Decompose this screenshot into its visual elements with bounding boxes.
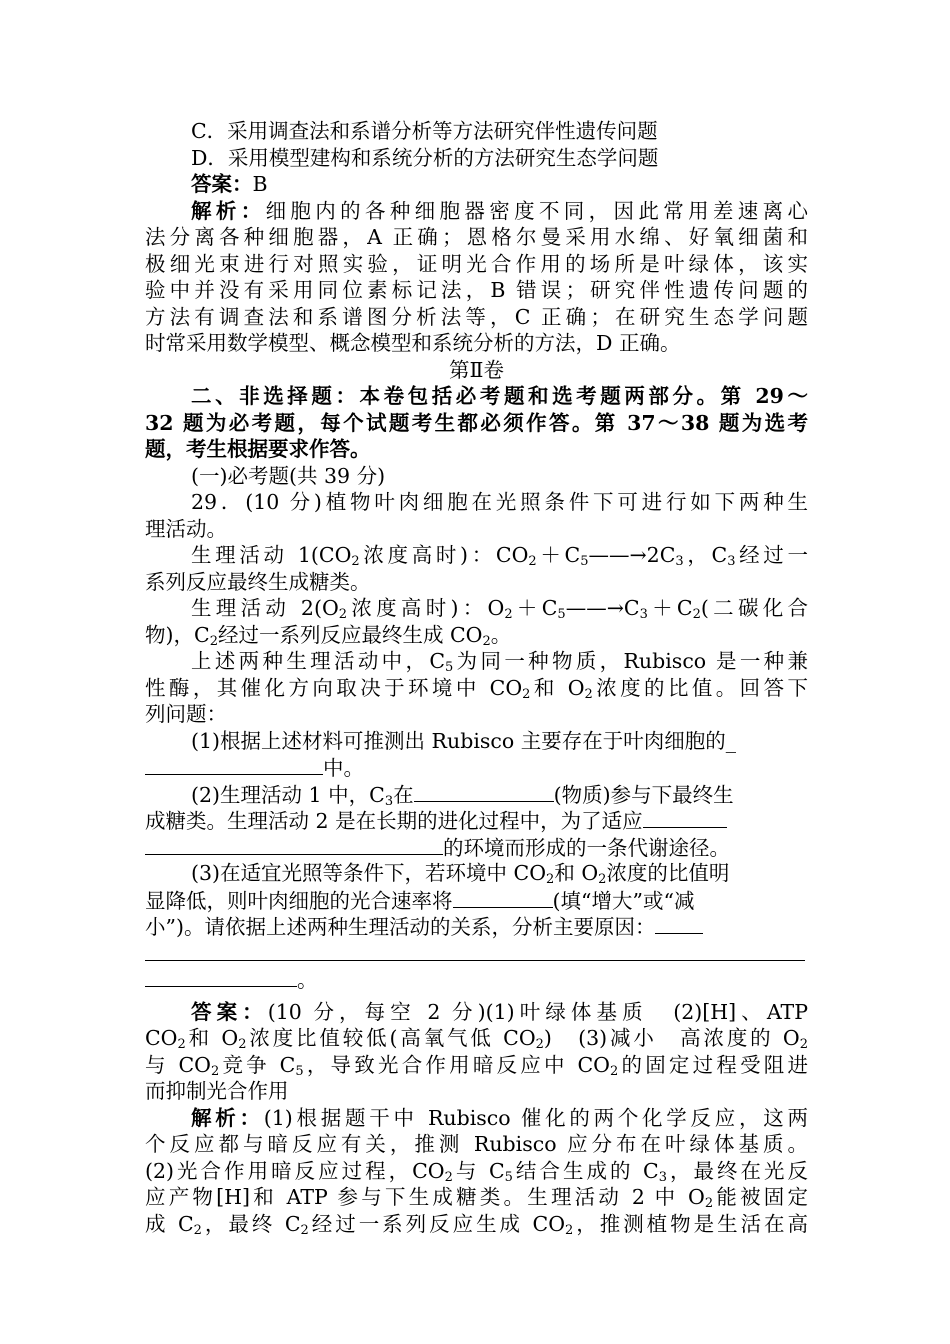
q29-part-3: 小”)。请依据上述两种生理活动的关系，分析主要原因： (145, 913, 808, 940)
q29-part-2: 的环境而形成的一条代谢途径。 (145, 834, 808, 861)
analysis-label: 解析： (191, 198, 266, 223)
analysis-2: 解析：(1)根据题干中 Rubisco 催化的两个化学反应，这两 (191, 1105, 808, 1130)
instructions-line: 32 题为必考题，每个试题考生都必须作答。第 37～38 题为选考 (145, 410, 808, 435)
blank-3[interactable] (643, 807, 727, 828)
blank-3-cont[interactable] (145, 834, 443, 855)
answer-2: 而抑制光合作用 (145, 1079, 289, 1103)
answer-label: 答案： (191, 172, 253, 196)
blank-5-end[interactable] (145, 966, 297, 987)
document-page (145, 118, 808, 1237)
q29-paragraph: 列问题： (145, 702, 227, 726)
q29-part-3 (145, 940, 808, 967)
blank-4[interactable] (453, 887, 553, 908)
answer-2: 与 $CO_2$竞争 $C_5$，导致光合作用暗反应中 $CO_2$的固定过程受阻进 (145, 1052, 809, 1079)
activity-2: 物)，$C_2$经过一系列反应最终生成 $CO_2$。 (145, 622, 512, 649)
q29-part-2: 成糖类。生理活动 2 是在长期的进化过程中，为了适应 (145, 807, 808, 834)
instructions-line: 题，考生根据要求作答。 (145, 437, 371, 461)
blank-5-cont[interactable] (145, 940, 805, 961)
subsection-title: (一)必考题(共 39 分) (191, 463, 386, 488)
analysis-1-line: 验中并没有采用同位素标记法，B 错误；研究伴性遗传问题的 (145, 278, 808, 302)
analysis-2: 个反应都与暗反应有关，推测 Rubisco 应分布在叶绿体基质。 (145, 1132, 808, 1156)
q29-part-1: (1)根据上述材料可推测出 Rubisco 主要存在于叶肉细胞的_ (191, 728, 736, 753)
analysis-1-line: 极细光束进行对照实验，证明光合作用的场所是叶绿体，该实 (145, 251, 808, 276)
analysis-2: 应产物[H]和 ATP 参与下生成糖类。生理活动 2 中 $O_2$能被固定 (145, 1185, 809, 1211)
analysis-1-line: 方法有调查法和系谱图分析法等，C 正确；在研究生态学问题 (145, 304, 808, 329)
analysis-1-line: 解析：细胞内的各种细胞器密度不同，因此常用差速离心 (191, 198, 808, 223)
section-title: 第Ⅱ卷 (449, 357, 504, 382)
activity-1: 系列反应最终生成糖类。 (145, 569, 371, 594)
answer-2: 答案：(10 分，每空 2 分)(1)叶绿体基质 (2)[H]、ATP (191, 999, 808, 1024)
blank-5[interactable] (655, 913, 703, 934)
q29-intro: 29．(10 分)植物叶肉细胞在光照条件下可进行如下两种生 (191, 490, 808, 514)
analysis-1-line: 法分离各种细胞器，A 正确；恩格尔曼采用水绵、好氧细菌和 (145, 225, 808, 249)
analysis-2: 成 $C_2$，最终 $C_2$经过一系列反应生成 $CO_2$，推测植物是生活在高 (145, 1211, 809, 1238)
activity-1: 生理活动 $1(CO_2$浓度高时)：$CO_2+C_5——\to 2C_3$，$C_3$经过一 (191, 543, 808, 569)
q29-part-3: 显降低，则叶肉细胞的光合速率将 (填“增大”或“减 (145, 888, 695, 913)
option-d: D．采用模型建构和系统分析的方法研究生态学问题 (191, 145, 659, 170)
q29-part-3: 。 (145, 966, 808, 993)
blank-1[interactable] (145, 754, 323, 775)
analysis-2: (2)光合作用暗反应过程，$CO_2$与 $C_5$结合生成的 $C_3$，最终在光反 (145, 1158, 809, 1185)
answer-1 (145, 171, 808, 198)
option-c: C．采用调查法和系谱分析等方法研究伴性遗传问题 (191, 119, 658, 143)
answer-2: $CO_2$和 $O_2$浓度比值较低(高氧气低 $CO_2$) (3)减小 高浓度的 $O_2$ (145, 1026, 809, 1052)
answer-value: B (252, 172, 268, 196)
q29-part-1: 中。 (145, 754, 808, 781)
q29-intro: 理活动。 (145, 516, 227, 541)
activity-2: 生理活动 $2(O_2$浓度高时)：$O_2+C_5——\to C_3+C_2$(二碳化合 (191, 596, 809, 622)
instructions-line: 二、非选择题：本卷包括必考题和选考题两部分。第 29～ (191, 384, 808, 408)
q29-paragraph: 性酶，其催化方向取决于环境中 $CO_2$和 $O_2$浓度的比值。回答下 (145, 675, 808, 702)
q29-part-3: (3)在适宜光照等条件下，若环境中 $CO_2$和 $O_2$浓度的比值明 (191, 861, 730, 887)
q29-part-2: (2)生理活动 1 中，$C_3$在 (物质)参与下最终生 (191, 782, 734, 809)
q29-paragraph: 上述两种生理活动中，$C_5$为同一种物质，Rubisco 是一种兼 (191, 649, 808, 675)
analysis-1-line: 时常采用数学模型、概念模型和系统分析的方法，D 正确。 (145, 331, 681, 355)
blank-2[interactable] (414, 781, 554, 802)
